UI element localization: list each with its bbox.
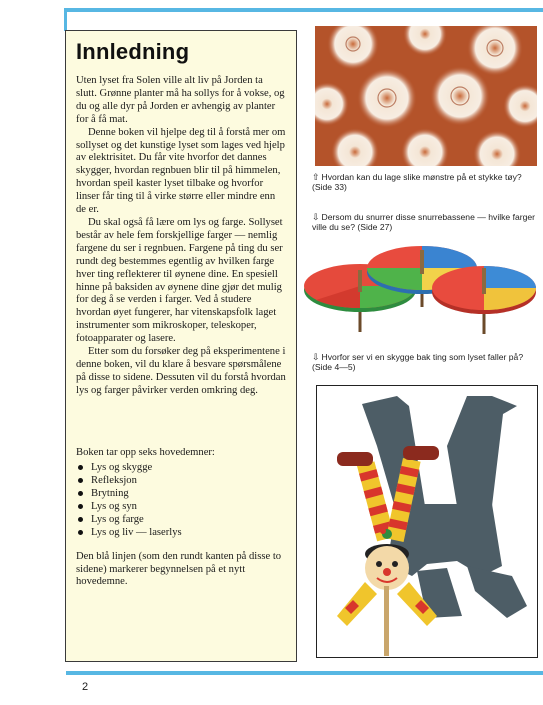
- fabric-caption: ⇧ Hvordan kan du lage slike mønstre på et stykke tøy? (Side 33): [312, 172, 522, 193]
- stick: [384, 586, 389, 656]
- list-item: Brytning: [76, 487, 286, 500]
- page-title: Innledning: [76, 39, 190, 64]
- arrow-up-icon: ⇧: [312, 172, 320, 182]
- spinning-tops-image: [298, 232, 540, 342]
- clown-shadow-image: [316, 385, 538, 658]
- list-item: Lys og farge: [76, 513, 286, 526]
- topics-intro: Boken tar opp seks hovedemner:: [76, 446, 215, 458]
- spinning-tops-drawing: [298, 232, 540, 342]
- list-item: Lys og skygge: [76, 461, 286, 474]
- chapter-line-top: [66, 8, 543, 12]
- chapter-line-left: [64, 8, 67, 31]
- chapter-line-note: Den blå linjen (som den rundt kanten på disse to sidene) markerer begynnelsen på et nytt hovedemne.: [76, 550, 282, 588]
- bullet-icon: [78, 491, 83, 496]
- spinning-top-icon: [432, 266, 536, 334]
- intro-paragraph-3: Du skal også få lære om lys og farge. Sollyset består av hele fem forskjellige farger — nemlig fargene du ser i regnbuen. Fargene på ting du ser rundt deg bestemmes egentlig av hvilken farge hver ting reflekterer til øynene dine. En spesiell hinne på baksiden av øynene dine gjør det mulig for deg å se verden i farger. Ved å studere hvordan øyet fungerer, har vitenskapsfolk laget instrumenter som mikroskoper, teleskoper, fotoapparater og lasere.: [76, 216, 283, 345]
- arrow-down-icon: ⇩: [312, 352, 320, 362]
- topics-list: [76, 461, 286, 539]
- list-item: Refleksjon: [76, 474, 286, 487]
- list-item: Lys og syn: [76, 500, 286, 513]
- page-number: 2: [82, 681, 89, 693]
- intro-text-panel: [65, 30, 297, 662]
- arrow-down-icon: ⇩: [312, 212, 320, 222]
- intro-paragraph-4: Etter som du forsøker deg på eksperimentene i denne boken, vil du klare å besvare spørsmålene på disse to sidene. Dessuten vil du forstå hvordan lys og farger påvirker verden omkring deg.: [76, 346, 286, 396]
- bullet-icon: [78, 465, 83, 470]
- tops-caption: ⇩ Dersom du snurrer disse snurrebassene — hvilke farger ville du se? (Side 27): [312, 212, 536, 233]
- intro-paragraph-1: Uten lyset fra Solen ville alt liv på Jorden ta slutt. Grønne planter må ha sollys for å vokse, og du og alle dyr på Jorden er avhengig av planter for å få mat.: [76, 75, 285, 125]
- bullet-icon: [78, 478, 83, 483]
- shadow-caption: ⇩ Hvorfor ser vi en skygge bak ting som lyset faller på? (Side 4—5): [312, 352, 524, 373]
- tie-dye-pattern: [315, 26, 537, 166]
- bullet-icon: [78, 504, 83, 509]
- tie-dye-fabric-image: [315, 26, 537, 166]
- bullet-icon: [78, 530, 83, 535]
- list-item: Lys og liv — laserlys: [76, 526, 286, 539]
- chapter-line-bottom: [66, 671, 543, 675]
- clown-shadow-drawing: [317, 386, 537, 657]
- bullet-icon: [78, 517, 83, 522]
- intro-paragraph-2: Denne boken vil hjelpe deg til å forstå mer om sollyset og det kunstige lyset som lages ved hjelp av elektrisitet. Du får vite hvorfor det dannes skygger, hvordan regnbuen blir til på himmelen, hvordan speil kaster lyset tilbake og hvorfor linser får ting til å virke større eller mindre enn de er.: [76, 126, 286, 216]
